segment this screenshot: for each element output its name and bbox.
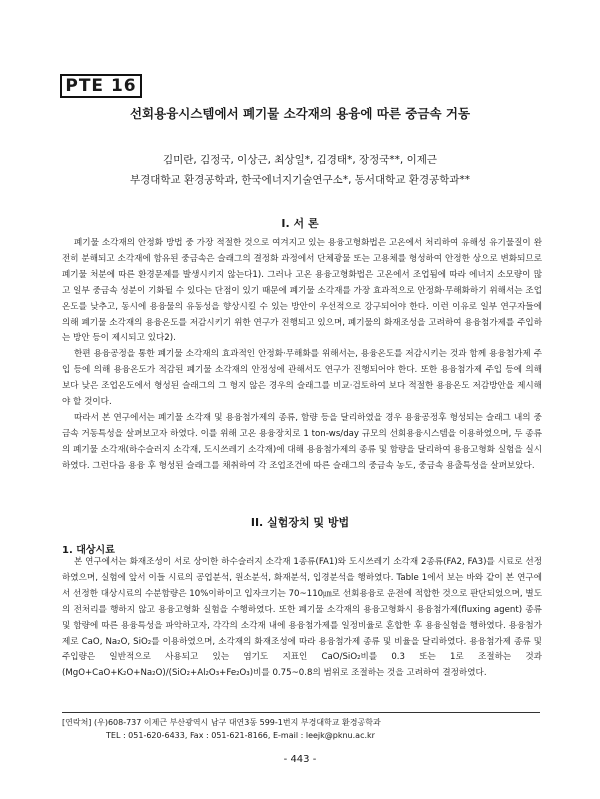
contact-address: [연락처] (우)608-737 이제근 부산광역시 남구 대연3동 599-1번지 부경대학교 환경공학과 — [62, 718, 381, 727]
methods-paragraph: 본 연구에서는 화재조성이 서로 상이한 하수슬러지 소각재 1종류(FA1)와 도시쓰레기 소각재 2종류(FA2, FA3)를 시료로 선정하였으며, 실험에 앞서 이들 시료의 공업분석, 원소분석, 화재분석, 입경분석을 행하였다. Table 1에서 보는 바와 같이 본 연구에서 선정한 대상시료의 수분함량은 10%이하이고 입자크기는 70~110㎛로 선회용융로 운전에 적합한 것으로 판단되었으며, 별도의 전처리를 행하지 않고 용융고형화 실험을 수행하였다. 또한 폐기물 소각재의 용융고형화시 용융첨가제(fluxing agent) 종류 및 함량에 따른 용융특성을 파악하고자, 각각의 소각재 내에 용융첨가제를 일정비율로 혼합한 후 용융실험을 행하였다. 용융첨가제로 CaO, Na₂O, SiO₂를 이용하였으며, 소각재의 화재조성에 따라 용융첨가제 종류 및 비율을 달리하였다. 용융첨가제 종류 및 주입량은 일반적으로 사용되고 있는 염기도 지표인 CaO/SiO₂비를 0.3 또는 1로 조절하는 것과 (MgO+CaO+K₂O+Na₂O)/(SiO₂+Al₂O₃+Fe₂O₃)비를 0.75~0.8의 범위로 조절하는 것을 고려하여 결정하였다. — [62, 557, 542, 679]
intro-paragraph: 폐기물 소각재의 안정화 방법 중 가장 적절한 것으로 여겨지고 있는 용융고형화법은 고온에서 처리하여 유해성 유기물질이 완전히 분해되고 소각재에 함유된 중금속은 슬래그의 결정화 과정에서 단체광물 또는 고용체를 형성하여 안정한 상으로 변화되므로 폐기물 처분에 따른 환경문제를 발생시키지 않는다1). 그러나 고온 용융고형화법은 고온에서 조업됨에 따라 에너지 소모량이 많고 일부 중금속 성분이 기화될 수 있다는 단점이 있기 때문에 폐기물 소각재를 가장 효과적으로 안정화·무해화하기 위해서는 조업온도를 낮추고, 동시에 용융물의 유동성을 향상시킬 수 있는 방안이 우선적으로 강구되어야 한다. 이런 이유로 일부 연구자들에 의해 폐기물 소각재의 용융온도를 저감시키기 위한 연구가 진행되고 있으며, 폐기물의 화재조성을 고려하여 용융첨가제를 주입하는 방안 등이 제시되고 있다2). — [62, 238, 542, 344]
author-list: 김미란, 김정국, 이상근, 최상일*, 김경태*, 장정국**, 이제근 — [162, 154, 438, 166]
methods-heading: II. 실험장치 및 방법 — [250, 516, 350, 529]
contact-block — [62, 716, 381, 742]
intro-body — [62, 236, 542, 475]
subsection-heading: 1. 대상시료 — [62, 545, 115, 556]
footer-divider — [62, 712, 540, 713]
session-badge: PTE 16 — [60, 74, 142, 98]
paper-title: 선회용융시스템에서 폐기물 소각재의 용융에 따른 중금속 거동 — [129, 106, 471, 121]
intro-paragraph: 따라서 본 연구에서는 폐기물 소각재 및 용융첨가제의 종류, 함량 등을 달리하였을 경우 용융공정후 형성되는 슬래그 내의 중금속 거동특성을 살펴보고자 하였다. 이를 위해 고온 용융장치로 1 ton-ws/day 규모의 선회용융시스템을 이용하였으며, 두 종류의 폐기물 소각재(하수슬러지 소각재, 도시쓰레기 소각재)에 대해 용융첨가제의 종류 및 함량을 달리하여 용융고형화 실험을 실시하였다. 그런다음 용융 후 형성된 슬래그를 채취하여 각 조업조건에 따른 슬래그의 중금속 농도, 중금속 용출특성을 살펴보았다. — [62, 412, 542, 471]
affiliations: 부경대학교 환경공학과, 한국에너지기술연구소*, 동서대학교 환경공학과** — [129, 174, 471, 186]
methods-body — [62, 555, 542, 682]
intro-heading: I. 서 론 — [281, 217, 319, 230]
contact-phone-email: TEL : 051-620-6433, Fax : 051-621-8166, E-mail : leejk@pknu.ac.kr — [106, 731, 375, 740]
intro-paragraph: 한편 용융공정을 통한 폐기물 소각재의 효과적인 안정화·무해화를 위해서는, 용융온도를 저감시키는 것과 함께 용융첨가제 주입 등에 의해 용융온도가 적감된 폐기물 소각재의 안정성에 관해서도 연구가 진행되어야 한다. 또한 용융첨가제 주입 등에 의해 보다 낮은 조업온도에서 형성된 슬래그의 그 형지 않은 경우의 슬래그를 비교·검토하여 보다 적절한 용융온도 저감방안을 제시해야 할 것이다. — [62, 349, 542, 408]
page-number: - 443 - — [283, 754, 317, 765]
